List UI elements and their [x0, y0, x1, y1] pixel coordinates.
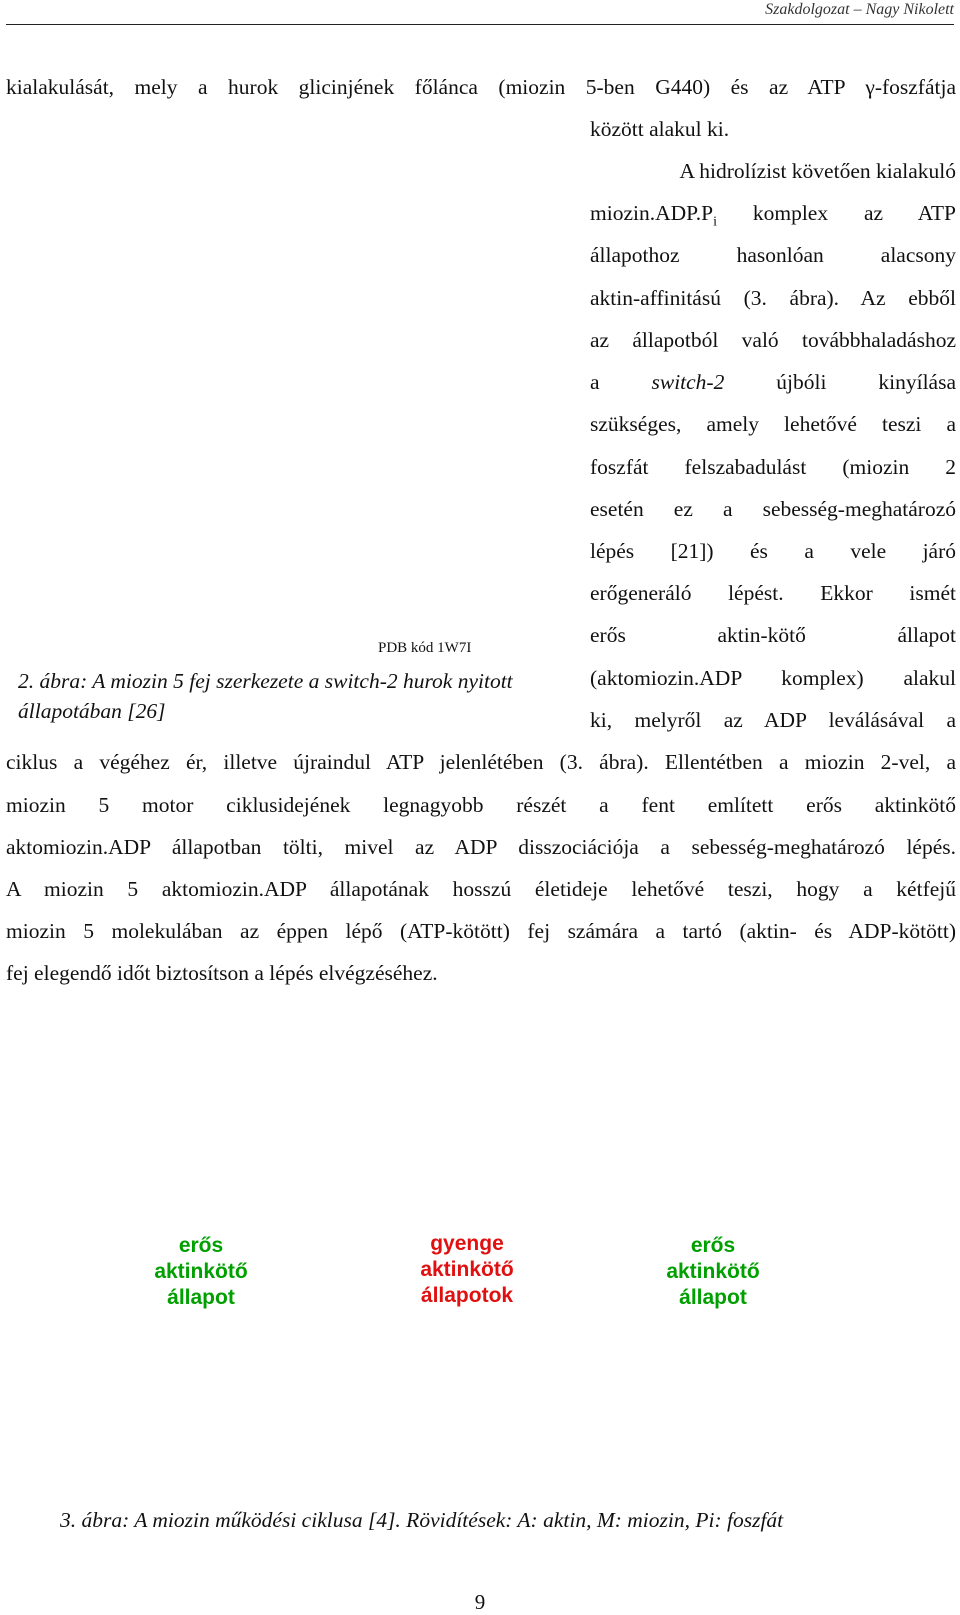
body-line-9: szükséges, amely lehetővé teszi a — [590, 412, 956, 436]
body-line-12: lépés [21]) és a vele járó — [590, 539, 956, 563]
body-line-6: aktin-affinitású (3. ábra). Az ebből — [590, 286, 956, 310]
body-line-10: foszfát felszabadulást (miozin 2 — [590, 455, 956, 479]
body-line-3: A hidrolízist követően kialakuló — [679, 159, 956, 183]
body-line-4: $miozin.ADP.P_i$ komplex az ATP — [590, 201, 956, 230]
figure-3-state-middle: gyenge aktinkötő állapotok — [420, 1232, 514, 1307]
body-line-1: kialakulását, mely a hurok glicinjének főlánca (miozin 5-ben G440) és az ATP γ-foszfátja — [6, 75, 956, 99]
page-number: 9 — [474, 1590, 486, 1614]
running-title: Szakdolgozat – Nagy Nikolett — [765, 1, 954, 18]
figure-3-state-right: erős aktinkötő állapot — [666, 1234, 760, 1309]
body-line-21: miozin 5 molekulában az éppen lépő (ATP-kötött) fej számára a tartó (aktin- és ADP-kötött) — [6, 919, 956, 943]
body-line-18: miozin 5 motor ciklusidejének legnagyobb részét a fent említett erős aktinkötő — [6, 793, 956, 817]
body-line-2: között alakul ki. — [590, 117, 730, 141]
body-line-8: a switch-2 újbóli kinyílása — [590, 370, 957, 394]
body-line-14: erős aktin-kötő állapot — [590, 623, 956, 647]
figure-3-caption: 3. ábra: A miozin működési ciklusa [4]. Rövidítések: A: aktin, M: miozin, Pi: foszfát — [60, 1508, 784, 1532]
page-header — [6, 0, 954, 25]
body-line-20: A miozin 5 aktomiozin.ADP állapotának hosszú életideje lehetővé teszi, hogy a kétfejű — [6, 877, 956, 901]
body-line-13: erőgeneráló lépést. Ekkor ismét — [590, 581, 956, 605]
figure-3-state-left: erős aktinkötő állapot — [154, 1234, 248, 1309]
body-line-11: esetén ez a sebesség-meghatározó — [590, 497, 956, 521]
body-line-15: (aktomiozin.ADP komplex) alakul — [590, 666, 956, 690]
body-line-17: ciklus a végéhez ér, illetve újraindul ATP jelenlétében (3. ábra). Ellentétben a miozin 2-vel, a — [6, 750, 956, 774]
body-line-7: az állapotból való továbbhaladáshoz — [590, 328, 956, 352]
figure-2-caption: 2. ábra: A miozin 5 fej szerkezete a switch-2 hurok nyitott állapotában [26] — [18, 669, 513, 723]
body-line-19: aktomiozin.ADP állapotban tölti, mivel az ADP disszociációja a sebesség-meghatározó lépés. — [6, 835, 956, 859]
pdb-code-label: PDB kód 1W7I — [378, 640, 472, 656]
body-line-22: fej elegendő időt biztosítson a lépés elvégzéséhez. — [6, 961, 438, 985]
body-line-5: állapothoz hasonlóan alacsony — [590, 243, 956, 267]
body-line-16: ki, melyről az ADP leválásával a — [590, 708, 956, 732]
